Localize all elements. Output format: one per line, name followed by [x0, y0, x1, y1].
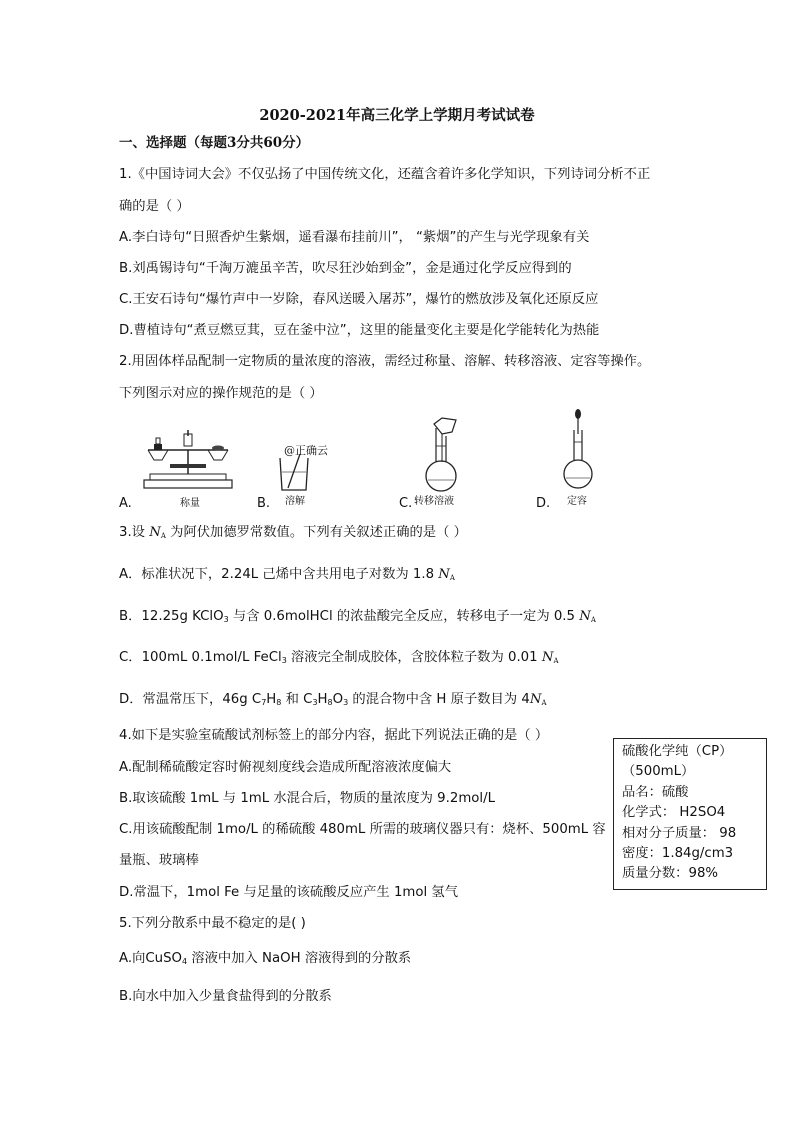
- q2-fig-d-caption: 定容: [567, 496, 587, 507]
- q2-fig-b-letter: B.: [257, 496, 271, 511]
- q3-d-h: H: [266, 692, 277, 707]
- q2-fig-c-caption: 转移溶液: [414, 496, 454, 507]
- q1-stem-line1: 1.《中国诗词大会》不仅弘扬了中国传统文化，还蕴含着许多化学知识，下列诗词分析不正: [119, 167, 651, 182]
- q3-option-b: [119, 608, 596, 626]
- q1-option-d: D.曹植诗句“煮豆燃豆萁，豆在釜中泣”，这里的能量变化主要是化学能转化为热能: [119, 323, 600, 338]
- q3-d-text: D．常温常压下，46g C: [119, 692, 262, 707]
- na-n: N: [529, 692, 542, 707]
- q3-option-d: [119, 691, 547, 709]
- na-n: N: [541, 650, 554, 665]
- q3-d-h2: H: [317, 692, 328, 707]
- q4-option-b: B.取该硫酸 1mL 与 1mL 水混合后，物质的量浓度为 9.2mol/L: [119, 791, 495, 806]
- subscript: 8: [276, 698, 282, 707]
- q3-d-post: 的混合物中含 H 原子数目为 4: [348, 692, 530, 707]
- subscript: 3: [312, 698, 318, 707]
- na-a: A: [541, 699, 547, 707]
- q4-option-c-line1: C.用该硫酸配制 1mo/L 的稀硫酸 480mL 所需的玻璃仪器只有：烧杯、500mL 容: [119, 822, 606, 837]
- q2-fig-d-letter: D.: [536, 496, 551, 511]
- subscript: 3: [343, 698, 349, 707]
- q1-option-c: C.王安石诗句“爆竹声中一岁除，春风送暖入屠苏”，爆竹的燃放涉及氧化还原反应: [119, 292, 599, 307]
- na-a: A: [590, 616, 596, 624]
- na-symbol: [149, 525, 166, 540]
- section-heading: 一、选择题（每题3分共60分）: [119, 135, 310, 151]
- q5-option-b: B.向水中加入少量食盐得到的分散系: [119, 989, 332, 1004]
- q1-option-a: A.李白诗句“日照香炉生紫烟，遥看瀑布挂前川”， “紫烟”的产生与光学现象有关: [119, 230, 590, 245]
- na-a: A: [449, 574, 455, 582]
- q3-c-mid: 溶液完全制成胶体，含胶体粒子数为 0.01: [286, 650, 542, 665]
- subscript: 7: [261, 698, 267, 707]
- label-line-molar-mass: 相对分子质量： 98: [622, 825, 737, 841]
- na-n: N: [438, 567, 450, 582]
- balance-weighing-figure: [138, 428, 238, 496]
- q1-option-b: B.刘禹锡诗句“千淘万漉虽辛苦，吹尽狂沙始到金”，金是通过化学反应得到的: [119, 261, 572, 276]
- q3-stem-post: 为阿伏加德罗常数值。下列有关叙述正确的是（ ）: [170, 525, 467, 540]
- q5-stem: 5.下列分散系中最不稳定的是( ): [119, 916, 306, 931]
- q4-stem: 4.如下是实验室硫酸试剂标签上的部分内容，据此下列说法正确的是（ ）: [119, 728, 549, 743]
- q3-b-text: B．12.25g KClO: [119, 609, 224, 624]
- label-line-mass-fraction: 质量分数：98%: [622, 866, 719, 882]
- q5-a-pre: A.向CuSO: [119, 951, 183, 966]
- subscript: 3: [281, 656, 287, 665]
- q3-c-text: C．100mL 0.1mol/L FeCl: [119, 650, 282, 665]
- q2-fig-b-caption: 溶解: [285, 496, 305, 507]
- q2-fig-a-letter: A.: [119, 496, 132, 511]
- na-n: N: [149, 525, 161, 540]
- subscript: 3: [223, 615, 229, 624]
- q2-stem-line1: 2.用固体样品配制一定物质的量浓度的溶液，需经过称量、溶解、转移溶液、定容等操作。: [119, 354, 651, 369]
- na-symbol: [530, 692, 547, 707]
- q4-option-c-line2: 量瓶、玻璃棒: [119, 853, 199, 868]
- na-symbol: [438, 567, 455, 582]
- label-line-name: 品名：硫酸: [622, 784, 689, 800]
- q3-b-mid: 与含 0.6molHCl 的浓盐酸完全反应，转移电子一定为 0.5: [228, 609, 580, 624]
- q3-a-text: A．标准状况下，2.24L 己烯中含共用电子对数为 1.8: [119, 567, 439, 582]
- reagent-label-box: [613, 738, 767, 890]
- q3-option-c: [119, 649, 559, 667]
- q5-a-post: 溶液中加入 NaOH 溶液得到的分散系: [187, 951, 412, 966]
- flask-fill-to-mark-figure: [560, 408, 596, 492]
- q2-stem-line2: 下列图示对应的操作规范的是（ ）: [119, 386, 323, 401]
- na-symbol: [579, 609, 596, 624]
- q3-d-o: O: [332, 692, 344, 707]
- q4-option-d: D.常温下，1mol Fe 与足量的该硫酸反应产生 1mol 氢气: [119, 885, 459, 900]
- na-a: A: [160, 532, 166, 540]
- label-line-density: 密度：1.84g/cm3: [622, 846, 734, 862]
- label-line-volume: （500mL）: [622, 764, 695, 780]
- q3-option-a: [119, 566, 455, 584]
- q2-fig-c-letter: C.: [399, 496, 413, 511]
- q2-fig-a-caption: 称量: [180, 498, 200, 509]
- subscript: 8: [327, 698, 333, 707]
- label-line-grade: 硫酸化学纯（CP）: [622, 744, 733, 759]
- q1-stem-line2: 确的是（ ）: [119, 199, 190, 214]
- q5-option-a: [119, 950, 411, 968]
- beaker-dissolving-figure: [274, 452, 314, 492]
- exam-title: 2020-2021年高三化学上学期月考试试卷: [259, 107, 535, 124]
- q3-d-and: 和 C: [281, 692, 313, 707]
- na-symbol: [542, 650, 559, 665]
- flask-transfer-figure: [412, 416, 468, 492]
- q3-stem: [119, 524, 467, 542]
- subscript: 4: [182, 957, 188, 966]
- q4-option-a: A.配制稀硫酸定容时俯视刻度线会造成所配溶液浓度偏大: [119, 760, 452, 775]
- na-n: N: [579, 609, 591, 624]
- q2-fig-b-watermark: @正确云: [284, 444, 328, 457]
- na-a: A: [553, 657, 559, 665]
- label-line-formula: 化学式： H2SO4: [622, 805, 726, 821]
- q3-stem-pre: 3.设: [119, 525, 150, 540]
